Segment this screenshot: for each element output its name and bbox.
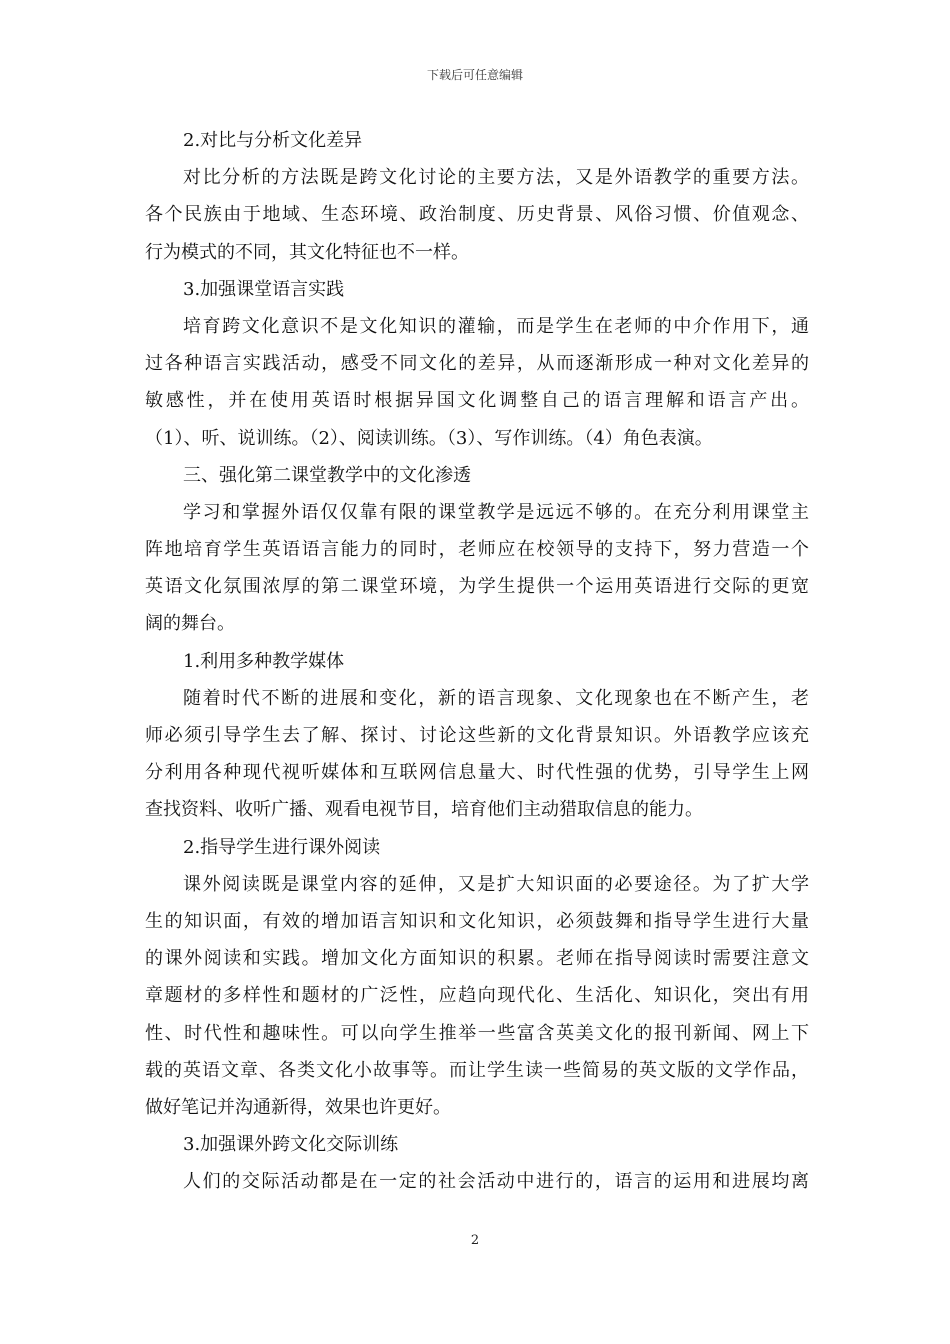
heading-teaching-media: 1.利用多种教学媒体 bbox=[183, 650, 345, 672]
heading-intercultural-training: 3.加强课外跨文化交际训练 bbox=[183, 1134, 399, 1156]
paragraph-line: 英语文化氛围浓厚的第二课堂环境，为学生提供一个运用英语进行交际的更宽 bbox=[145, 576, 809, 598]
paragraph-line: 阵地培育学生英语语言能力的同时，老师应在校领导的支持下，努力营造一个 bbox=[145, 539, 809, 561]
paragraph-line: 培育跨文化意识不是文化知识的灌输，而是学生在老师的中介作用下，通 bbox=[183, 315, 809, 337]
paragraph-line: 分利用各种现代视听媒体和互联网信息量大、时代性强的优势，引导学生上网 bbox=[145, 762, 809, 784]
paragraph-line: 人们的交际活动都是在一定的社会活动中进行的，语言的运用和进展均离 bbox=[183, 1171, 809, 1193]
paragraph-line: 做好笔记并沟通新得，效果也许更好。 bbox=[145, 1096, 451, 1118]
paragraph-line: 生的知识面，有效的增加语言知识和文化知识，必须鼓舞和指导学生进行大量 bbox=[145, 910, 809, 932]
paragraph-line: 章题材的多样性和题材的广泛性，应趋向现代化、生活化、知识化，突出有用 bbox=[145, 985, 809, 1007]
header-note: 下载后可任意编辑 bbox=[426, 68, 523, 82]
paragraph-line: 各个民族由于地域、生态环境、政治制度、历史背景、风俗习惯、价值观念、 bbox=[145, 204, 809, 226]
heading-contrast-analysis: 2.对比与分析文化差异 bbox=[183, 130, 363, 151]
paragraph-line: 过各种语言实践活动，感受不同文化的差异，从而逐渐形成一种对文化差异的 bbox=[145, 353, 809, 375]
paragraph-line: 行为模式的不同，其文化特征也不一样。 bbox=[145, 241, 469, 263]
paragraph-line: 阔的舞台。 bbox=[145, 613, 235, 635]
paragraph-line: 敏感性，并在使用英语时根据异国文化调整自己的语言理解和语言产出。 bbox=[145, 390, 809, 412]
paragraph-line: 学习和掌握外语仅仅靠有限的课堂教学是远远不够的。在充分利用课堂主 bbox=[183, 501, 809, 523]
heading-second-classroom: 三、强化第二课堂教学中的文化渗透 bbox=[183, 464, 471, 486]
heading-classroom-practice: 3.加强课堂语言实践 bbox=[183, 278, 345, 300]
paragraph-line: 课外阅读既是课堂内容的延伸，又是扩大知识面的必要途径。为了扩大学 bbox=[183, 873, 809, 895]
page-number: 2 bbox=[470, 1233, 480, 1248]
document-body bbox=[145, 122, 809, 1200]
paragraph-line: 对比分析的方法既是跨文化讨论的主要方法，又是外语教学的重要方法。 bbox=[183, 167, 809, 189]
heading-extracurricular-reading: 2.指导学生进行课外阅读 bbox=[183, 836, 381, 858]
paragraph-line: 查找资料、收听广播、观看电视节目，培育他们主动猎取信息的能力。 bbox=[145, 799, 703, 821]
paragraph-line: 性、时代性和趣味性。可以向学生推举一些富含英美文化的报刊新闻、网上下 bbox=[145, 1022, 809, 1044]
paragraph-line: 随着时代不断的进展和变化，新的语言现象、文化现象也在不断产生，老 bbox=[183, 687, 809, 709]
paragraph-line: （1）、听、说训练。（2）、阅读训练。（3）、写作训练。（4）角色表演。 bbox=[145, 427, 713, 449]
paragraph-line: 的课外阅读和实践。增加文化方面知识的积累。老师在指导阅读时需要注意文 bbox=[145, 948, 809, 970]
paragraph-line: 师必须引导学生去了解、探讨、讨论这些新的文化背景知识。外语教学应该充 bbox=[145, 725, 809, 746]
paragraph-line: 载的英语文章、各类文化小故事等。而让学生读一些简易的英文版的文学作品， bbox=[145, 1059, 809, 1081]
